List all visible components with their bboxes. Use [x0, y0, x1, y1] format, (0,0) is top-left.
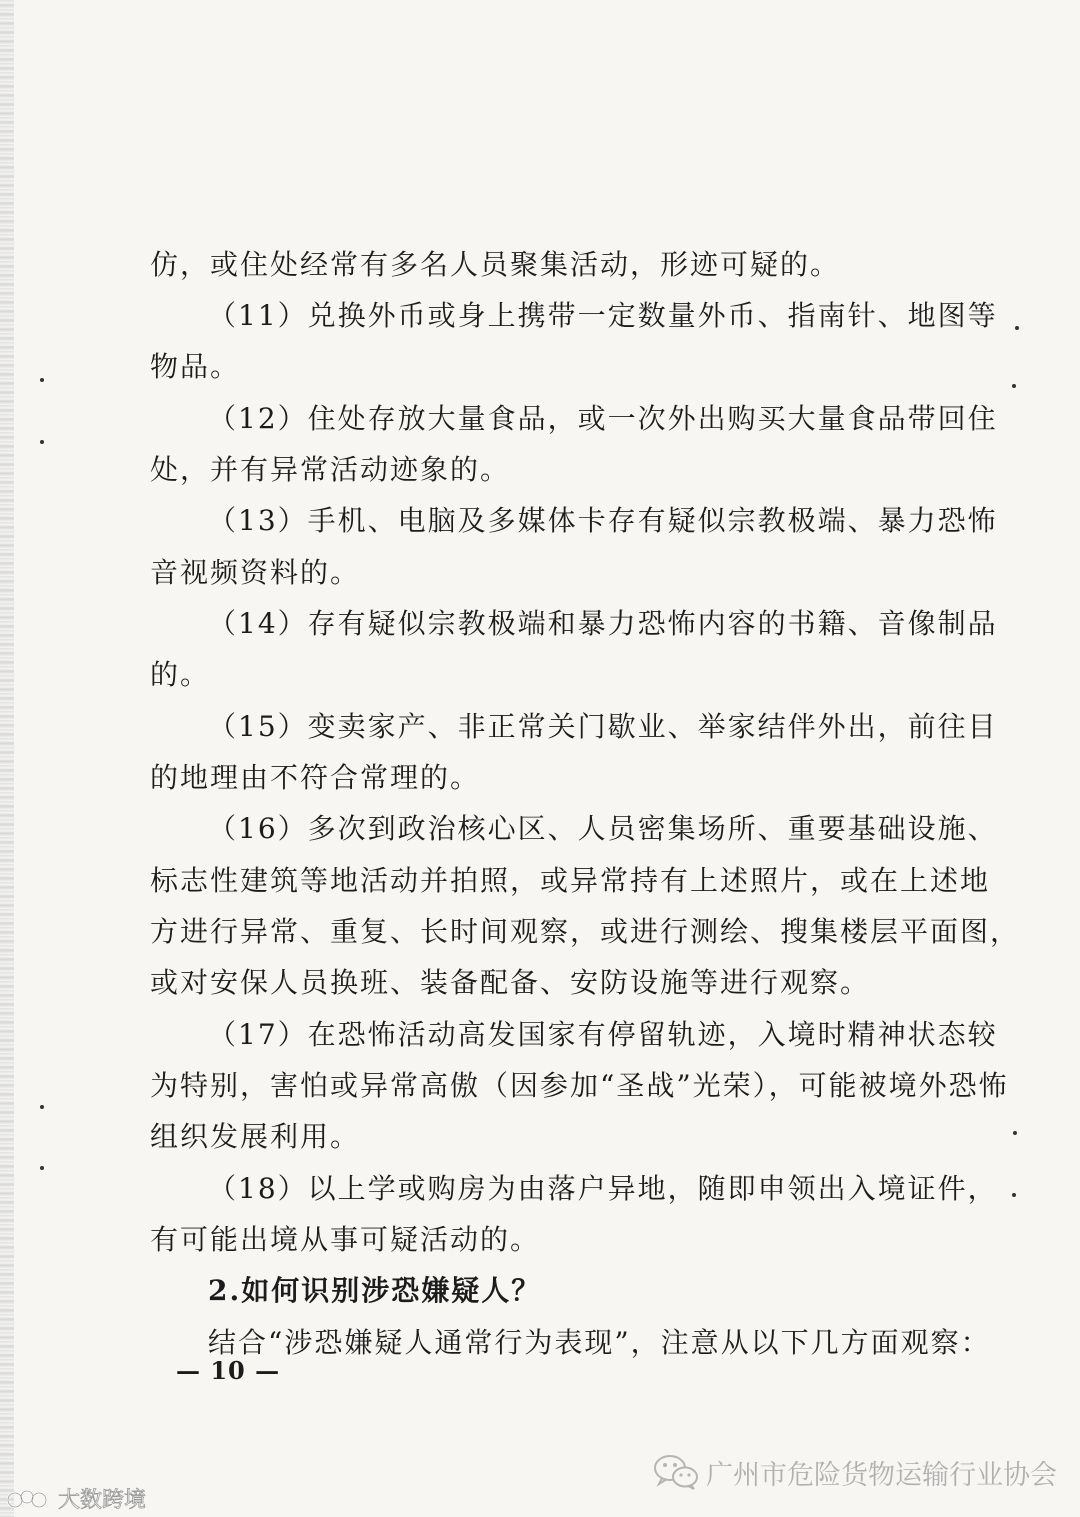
- scan-speck: [1015, 326, 1019, 330]
- text-line: 的地理由不符合常理的。: [150, 761, 481, 794]
- weibo-icon: [6, 1487, 54, 1511]
- text-line: 的。: [150, 658, 211, 691]
- text-line: （15）变卖家产、非正常关门歇业、举家结伴外出，前往目: [208, 710, 998, 743]
- text-line: 标志性建筑等地活动并拍照，或异常持有上述照片，或在上述地: [150, 864, 991, 897]
- text-line: 组织发展利用。: [150, 1120, 361, 1153]
- text-line: （18）以上学或购房为由落户异地，随即申领出入境证件，: [208, 1172, 998, 1205]
- text-line: 音视频资料的。: [150, 556, 361, 589]
- source-account-name: 广州市危险货物运输行业协会: [706, 1459, 1057, 1491]
- source-watermark: [652, 1452, 1057, 1492]
- text-line: 为特别，害怕或异常高傲（因参加“圣战”光荣），可能被境外恐怖: [150, 1069, 1009, 1102]
- corner-watermark-label: 大数跨境: [58, 1488, 147, 1513]
- text-line: 有可能出境从事可疑活动的。: [150, 1223, 541, 1256]
- text-line: 仿，或住处经常有多名人员聚集活动，形迹可疑的。: [150, 248, 841, 281]
- scan-speck: [1012, 1193, 1016, 1197]
- text-line: 结合“涉恐嫌疑人通常行为表现”，注意从以下几方面观察：: [208, 1326, 991, 1359]
- text-line: 处，并有异常活动迹象的。: [150, 453, 511, 486]
- text-line: （11）兑换外币或身上携带一定数量外币、指南针、地图等: [208, 299, 998, 332]
- scan-speck: [40, 1105, 44, 1109]
- scan-speck: [1013, 1131, 1017, 1135]
- text-line: （17）在恐怖活动高发国家有停留轨迹，入境时精神状态较: [208, 1018, 998, 1051]
- wechat-icon: [652, 1452, 700, 1492]
- text-line: （14）存有疑似宗教极端和暴力恐怖内容的书籍、音像制品: [208, 607, 998, 640]
- scan-speck: [40, 378, 44, 382]
- text-line: 或对安保人员换班、装备配备、安防设施等进行观察。: [150, 966, 871, 999]
- text-line: （13）手机、电脑及多媒体卡存有疑似宗教极端、暴力恐怖: [208, 504, 998, 537]
- section-heading: 2.如何识别涉恐嫌疑人？: [208, 1274, 542, 1307]
- text-line: 方进行异常、重复、长时间观察，或进行测绘、搜集楼层平面图，: [150, 915, 1021, 948]
- scan-speck: [40, 440, 44, 444]
- text-line: （16）多次到政治核心区、人员密集场所、重要基础设施、: [208, 812, 998, 845]
- scan-speck: [1012, 384, 1016, 388]
- text-line: （12）住处存放大量食品，或一次外出购买大量食品带回住: [208, 402, 998, 435]
- corner-watermark: [6, 1483, 146, 1514]
- scan-speck: [40, 1166, 44, 1170]
- page-number: — 10 —: [176, 1356, 281, 1385]
- text-line: 物品。: [150, 350, 241, 383]
